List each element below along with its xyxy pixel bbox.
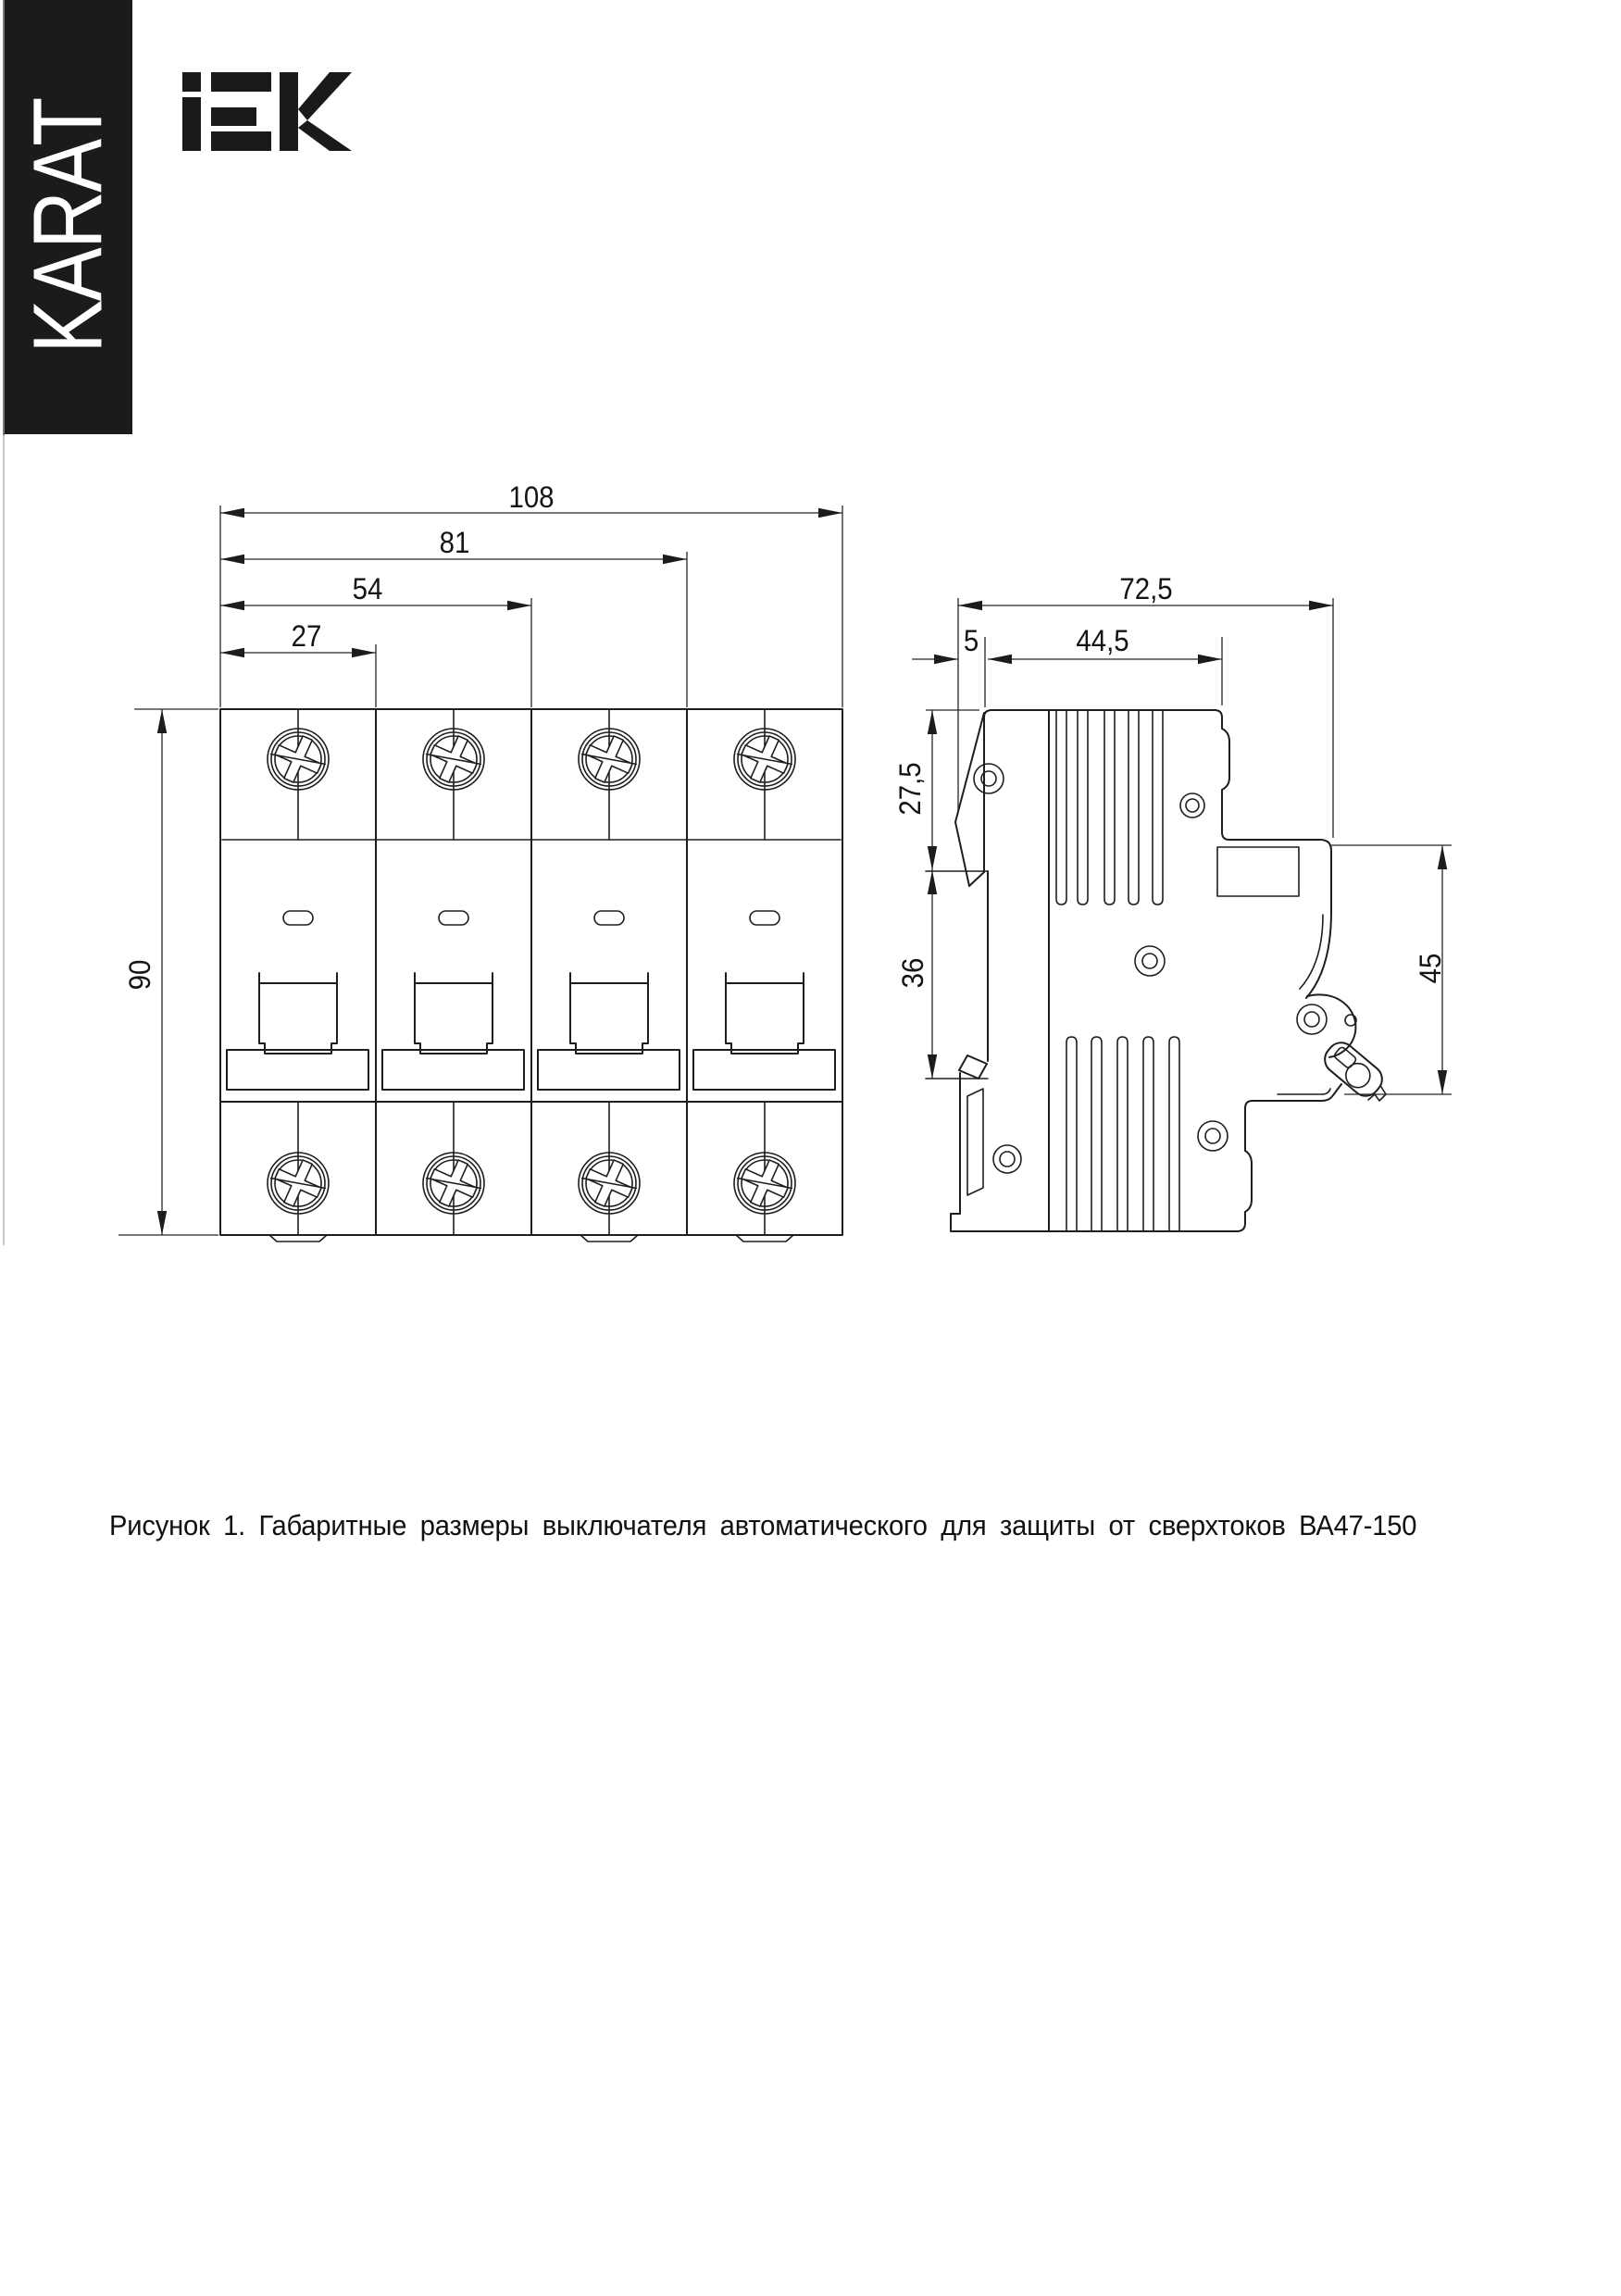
figure-caption: Рисунок 1. Габаритные размеры выключателя автоматического для защиты от сверхтоков ВА47-150 [109, 1509, 1417, 1541]
toggle-lever-side [1319, 1037, 1388, 1102]
side-view [926, 710, 1388, 1231]
side-rivets [974, 764, 1228, 1173]
dim-label-36: 36 [896, 957, 929, 989]
dimension-lines-side [912, 598, 1452, 1094]
karat-logo-text: KARAT [13, 98, 123, 354]
dim-label-90: 90 [123, 959, 156, 991]
dim-label-27: 27 [291, 619, 322, 653]
dim-label-27-5: 27,5 [893, 762, 927, 816]
dim-label-72-5: 72,5 [1119, 572, 1173, 605]
dim-label-5: 5 [963, 624, 979, 657]
dim-label-108: 108 [508, 480, 555, 514]
dim-label-81: 81 [439, 526, 470, 559]
dimension-lines-front [118, 505, 842, 1235]
dim-label-45: 45 [1414, 953, 1447, 984]
dim-label-54: 54 [352, 572, 383, 605]
dim-label-44-5: 44,5 [1076, 624, 1129, 657]
vent-slots-bottom [1066, 1037, 1179, 1231]
vent-slots-top [1056, 711, 1163, 905]
marking-window [1217, 847, 1299, 896]
din-clip-tabs [269, 1235, 793, 1242]
front-view [220, 709, 842, 1242]
